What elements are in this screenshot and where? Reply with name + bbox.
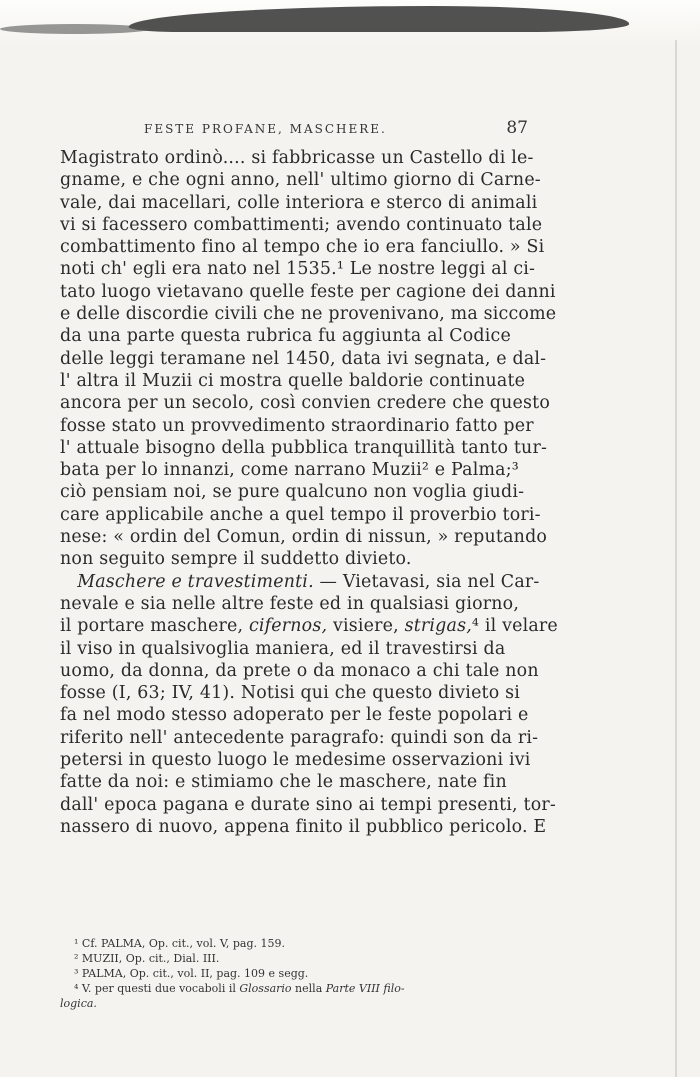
text-line: nassero di nuovo, appena finito il pubblico pericolo. E <box>60 816 547 837</box>
text-line: fa nel modo stesso adoperato per le feste popolari e <box>60 705 529 726</box>
text-line: e delle discordie civili che ne provenivano, ma siccome <box>60 304 557 325</box>
text-line: l' altra il Muzii ci mostra quelle baldorie continuate <box>60 370 526 391</box>
text-line: riferito nell' antecedente paragrafo: quindi son da ri- <box>60 727 539 748</box>
text-line: delle leggi teramane nel 1450, data ivi segnata, e dal- <box>60 348 547 369</box>
section-first-line <box>60 571 540 593</box>
text-line: da una parte questa rubrica fu aggiunta al Codice <box>60 326 511 347</box>
footnote-3: ³ PALMA, Op. cit., vol. II, pag. 109 e segg. <box>74 967 309 980</box>
term-cifernos: cifernos, <box>248 616 328 637</box>
scan-shadow-streak-left <box>0 24 150 34</box>
text-line: combattimento fino al tempo che io era fanciullo. » Si <box>60 237 545 258</box>
text-line: ancora per un secolo, così convien credere che questo <box>60 393 551 414</box>
text-line: fosse (I, 63; IV, 41). Notisi qui che questo divieto si <box>60 683 521 704</box>
text-line: il viso in qualsivoglia maniera, ed il travestirsi da <box>60 638 506 659</box>
text-line: ciò pensiam noi, se pure qualcuno non voglia giudi- <box>60 482 525 503</box>
text-line: vale, dai macellari, colle interiora e sterco di animali <box>60 192 538 213</box>
text-line: nese: « ordin del Comun, ordin di nissun, » reputando <box>60 527 548 548</box>
text-line: fosse stato un provvedimento straordinario fatto per <box>60 415 534 436</box>
text-line: dall' epoca pagana e durate sino ai tempi presenti, tor- <box>60 794 556 815</box>
text-line: bata per lo innanzi, come narrano Muzii² e Palma;³ <box>60 460 519 481</box>
text-line: petersi in questo luogo le medesime osservazioni ivi <box>60 750 531 771</box>
text-line: gname, e che ogni anno, nell' ultimo giorno di Carne- <box>60 170 541 191</box>
running-head: FESTE PROFANE, MASCHERE. <box>144 122 387 136</box>
footnote-4-continued: logica. <box>60 997 97 1010</box>
section-dash: — <box>313 571 343 592</box>
section-first-text: Vietavasi, sia nel Car- <box>342 571 540 592</box>
footnotes <box>60 936 530 1011</box>
term-strigas: strigas, <box>404 616 472 637</box>
page-number: 87 <box>506 118 528 138</box>
text-line: care applicabile anche a quel tempo il proverbio tori- <box>60 504 541 525</box>
page-edge <box>675 40 677 1077</box>
body-text <box>60 147 558 838</box>
footnote-4: ⁴ V. per questi due vocaboli il Glossario nella Parte VIII filo- <box>74 982 405 995</box>
page-header <box>60 118 528 142</box>
text-line: nevale e sia nelle altre feste ed in qualsiasi giorno, <box>60 593 520 614</box>
text-line: fatte da noi: e stimiamo che le maschere, nate fin <box>60 772 507 793</box>
text-line: uomo, da donna, da prete o da monaco a chi tale non <box>60 660 539 681</box>
text-line: l' attuale bisogno della pubblica tranquillità tanto tur- <box>60 437 548 458</box>
text-line: vi si facessero combattimenti; avendo continuato tale <box>60 214 543 235</box>
text-line-with-italics: il portare maschere, cifernos, visiere, strigas,⁴ il velare <box>60 616 558 637</box>
text-line: tato luogo vietavano quelle feste per cagione dei danni <box>60 281 556 302</box>
text-line: Magistrato ordinò.... si fabbricasse un Castello di le- <box>60 148 534 168</box>
text-line: non seguito sempre il suddetto divieto. <box>60 549 412 570</box>
footnote-1: ¹ Cf. PALMA, Op. cit., vol. V, pag. 159. <box>74 937 285 950</box>
section-heading: Maschere e travestimenti. <box>77 571 314 592</box>
text-line: noti ch' egli era nato nel 1535.¹ Le nostre leggi al ci- <box>60 259 536 280</box>
footnote-2: ² MUZII, Op. cit., Dial. III. <box>74 952 220 965</box>
